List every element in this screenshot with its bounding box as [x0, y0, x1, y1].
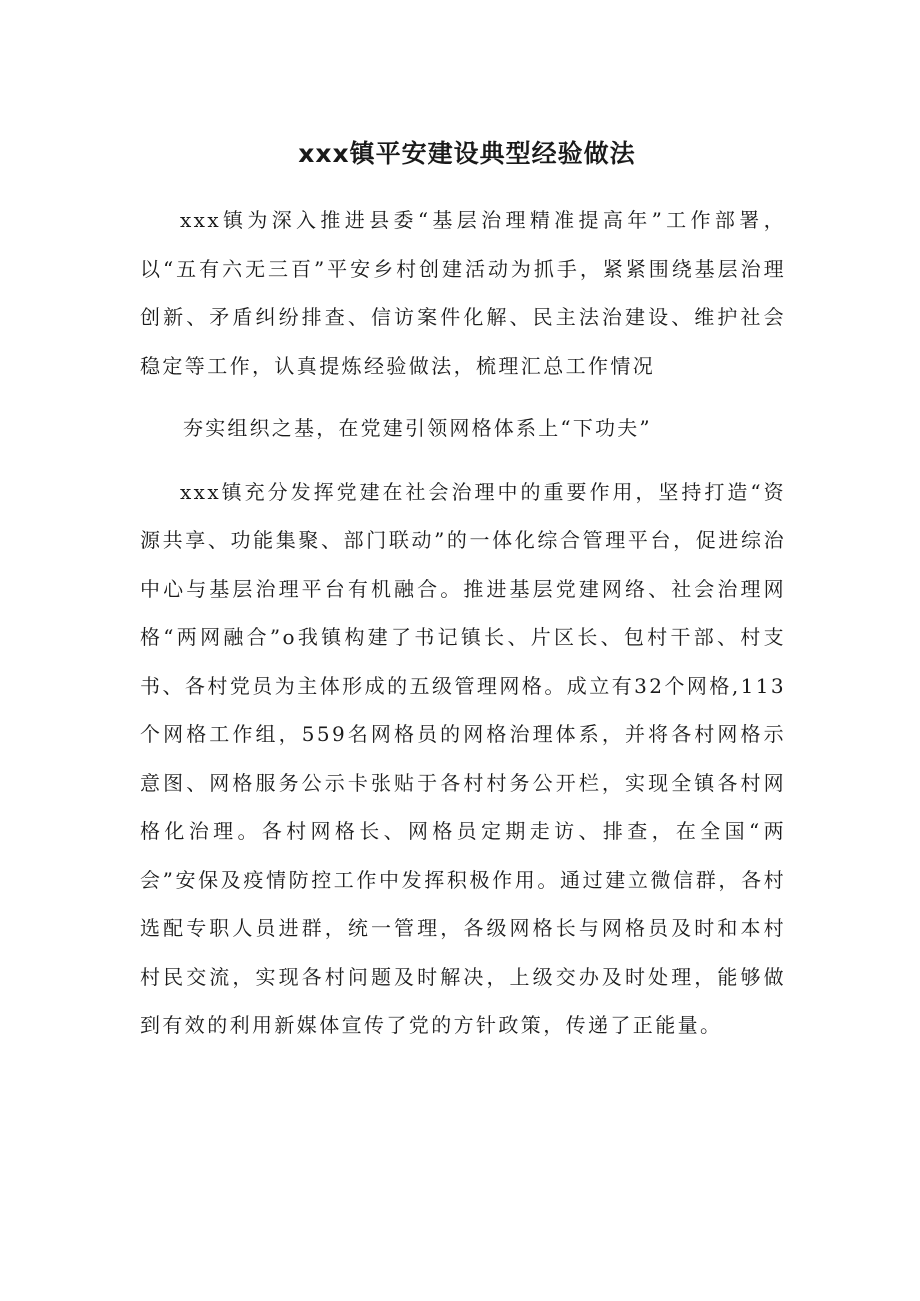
paragraph-intro: xxx镇为深入推进县委“基层治理精准提高年”工作部署，以“五有六无三百”平安乡村创建活动为抓手，紧紧围绕基层治理创新、矛盾纠纷排查、信访案件化解、民主法治建设、维护社会稳定等工作，认真提炼经验做法，梳理汇总工作情况 — [140, 208, 786, 378]
document-title: xxx镇平安建设典型经验做法 — [298, 139, 636, 168]
section-heading: 夯实组织之基，在党建引领网格体系上“下功夫” — [183, 416, 652, 440]
paragraph-body: xxx镇充分发挥党建在社会治理中的重要作用，坚持打造“资源共享、功能集聚、部门联动”的一体化综合管理平台，促进综治中心与基层治理平台有机融合。推进基层党建网络、社会治理网格“两网融合”o我镇构建了书记镇长、片区长、包村干部、村支书、各村党员为主体形成的五级管理网格。成立有32个网格,113个网格工作组，559名网格员的网格治理体系，并将各村网格示意图、网格服务公示卡张贴于各村村务公开栏，实现全镇各村网格化治理。各村网格长、网格员定期走访、排查，在全国“两会”安保及疫情防控工作中发挥积极作用。通过建立微信群，各村选配专职人员进群，统一管理，各级网格长与网格员及时和本村村民交流，实现各村问题及时解决，上级交办及时处理，能够做到有效的利用新媒体宣传了党的方针政策，传递了正能量。 — [140, 479, 786, 1037]
